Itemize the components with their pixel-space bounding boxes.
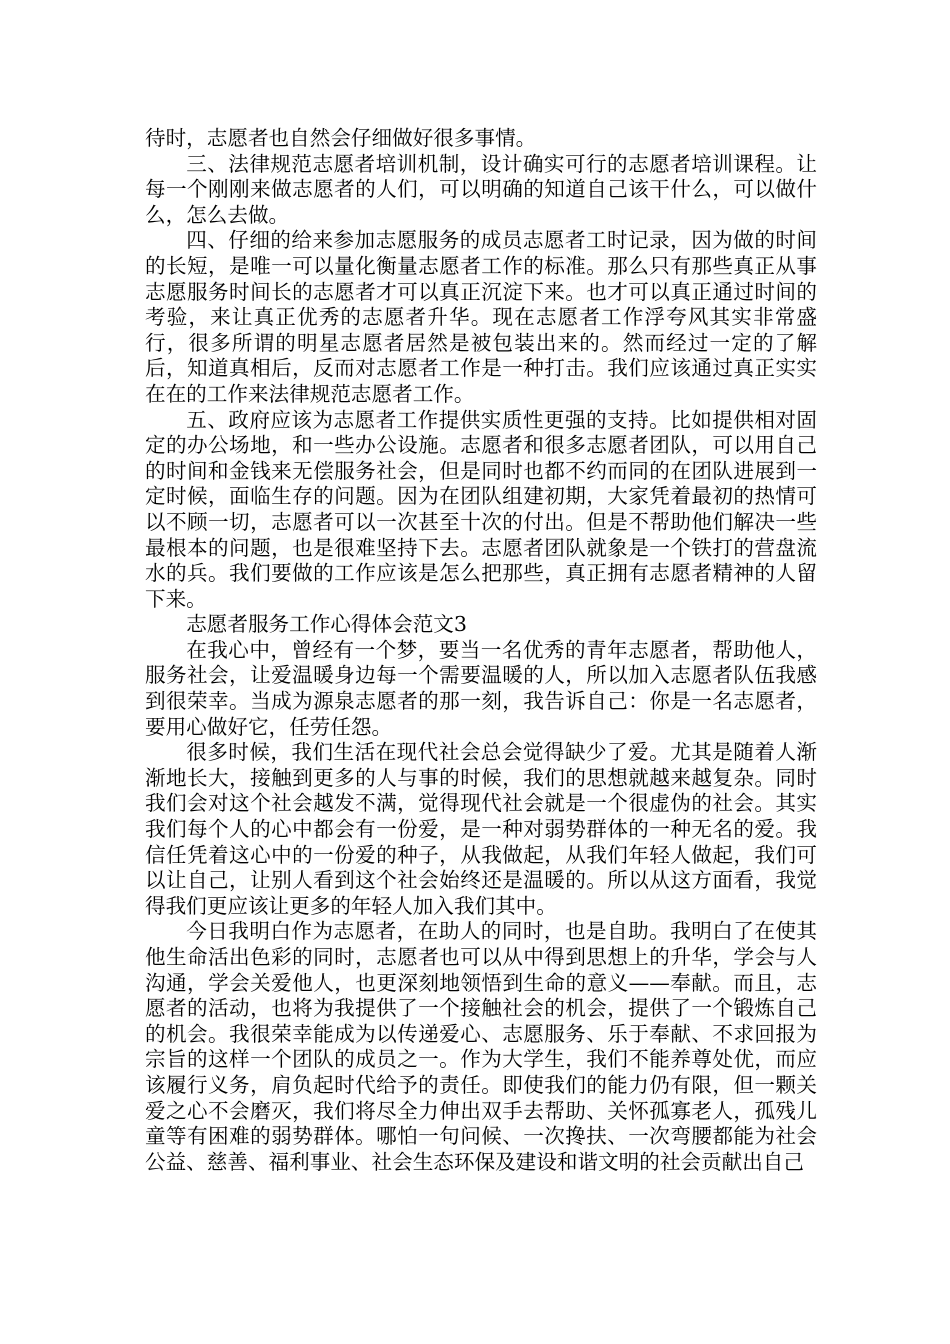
paragraph-point-three: 三、法律规范志愿者培训机制，设计确实可行的志愿者培训课程。让每一个刚刚来做志愿者的人们，可以明确的知道自己该干什么，可以做什么，怎么去做。	[145, 151, 817, 227]
document-body	[145, 126, 817, 1175]
paragraph-dream: 在我心中，曾经有一个梦，要当一名优秀的青年志愿者，帮助他人，服务社会，让爱温暖身边每一个需要温暖的人，所以加入志愿者队伍我感到很荣幸。当成为源泉志愿者的那一刻，我告诉自己：你是一名志愿者，要用心做好它，任劳任怨。	[145, 637, 817, 739]
paragraph-self-help: 今日我明白作为志愿者，在助人的同时，也是自助。我明白了在使其他生命活出色彩的同时，志愿者也可以从中得到思想上的升华，学会与人沟通，学会关爱他人，也更深刻地领悟到生命的意义——奉献。而且，志愿者的活动，也将为我提供了一个接触社会的机会，提供了一个锻炼自己的机会。我很荣幸能成为以传递爱心、志愿服务、乐于奉献、不求回报为宗旨的这样一个团队的成员之一。作为大学生，我们不能养尊处优，而应该履行义务，肩负起时代给予的责任。即使我们的能力仍有限，但一颗关爱之心不会磨灭，我们将尽全力伸出双手去帮助、关怀孤寡老人，孤残儿童等有困难的弱势群体。哪怕一句问候、一次搀扶、一次弯腰都能为社会公益、慈善、福利事业、社会生态环保及建设和谐文明的社会贡献出自己	[145, 919, 817, 1174]
paragraph-continuation: 待时，志愿者也自然会仔细做好很多事情。	[145, 126, 537, 150]
paragraph-point-five: 五、政府应该为志愿者工作提供实质性更强的支持。比如提供相对固定的办公场地，和一些办公设施。志愿者和很多志愿者团队，可以用自己的时间和金钱来无偿服务社会，但是同时也都不约而同的在团队进展到一定时候，面临生存的问题。因为在团队组建初期，大家凭着最初的热情可以不顾一切，志愿者可以一次甚至十次的付出。但是不帮助他们解决一些最根本的问题，也是很难坚持下去。志愿者团队就象是一个铁打的营盘流水的兵。我们要做的工作应该是怎么把那些，真正拥有志愿者精神的人留下来。	[145, 407, 817, 611]
section-heading: 志愿者服务工作心得体会范文3	[186, 612, 468, 637]
paragraph-point-four: 四、仔细的给来参加志愿服务的成员志愿者工时记录，因为做的时间的长短，是唯一可以量化衡量志愿者工作的标准。那么只有那些真正从事志愿服务时间长的志愿者才可以真正沉淀下来。也才可以真正通过时间的考验，来让真正优秀的志愿者升华。现在志愿者工作浮夸风其实非常盛行，很多所谓的明星志愿者居然是被包装出来的。然而经过一定的了解后，知道真相后，反而对志愿者工作是一种打击。我们应该通过真正实实在在的工作来法律规范志愿者工作。	[145, 228, 817, 406]
paragraph-love: 很多时候，我们生活在现代社会总会觉得缺少了爱。尤其是随着人渐渐地长大，接触到更多的人与事的时候，我们的思想就越来越复杂。同时我们会对这个社会越发不满，觉得现代社会就是一个很虚伪的社会。其实我们每个人的心中都会有一份爱，是一种对弱势群体的一种无名的爱。我信任凭着这心中的一份爱的种子，从我做起，从我们年轻人做起，我们可以让自己，让别人看到这个社会始终还是温暖的。所以从这方面看，我觉得我们更应该让更多的年轻人加入我们其中。	[145, 740, 817, 918]
